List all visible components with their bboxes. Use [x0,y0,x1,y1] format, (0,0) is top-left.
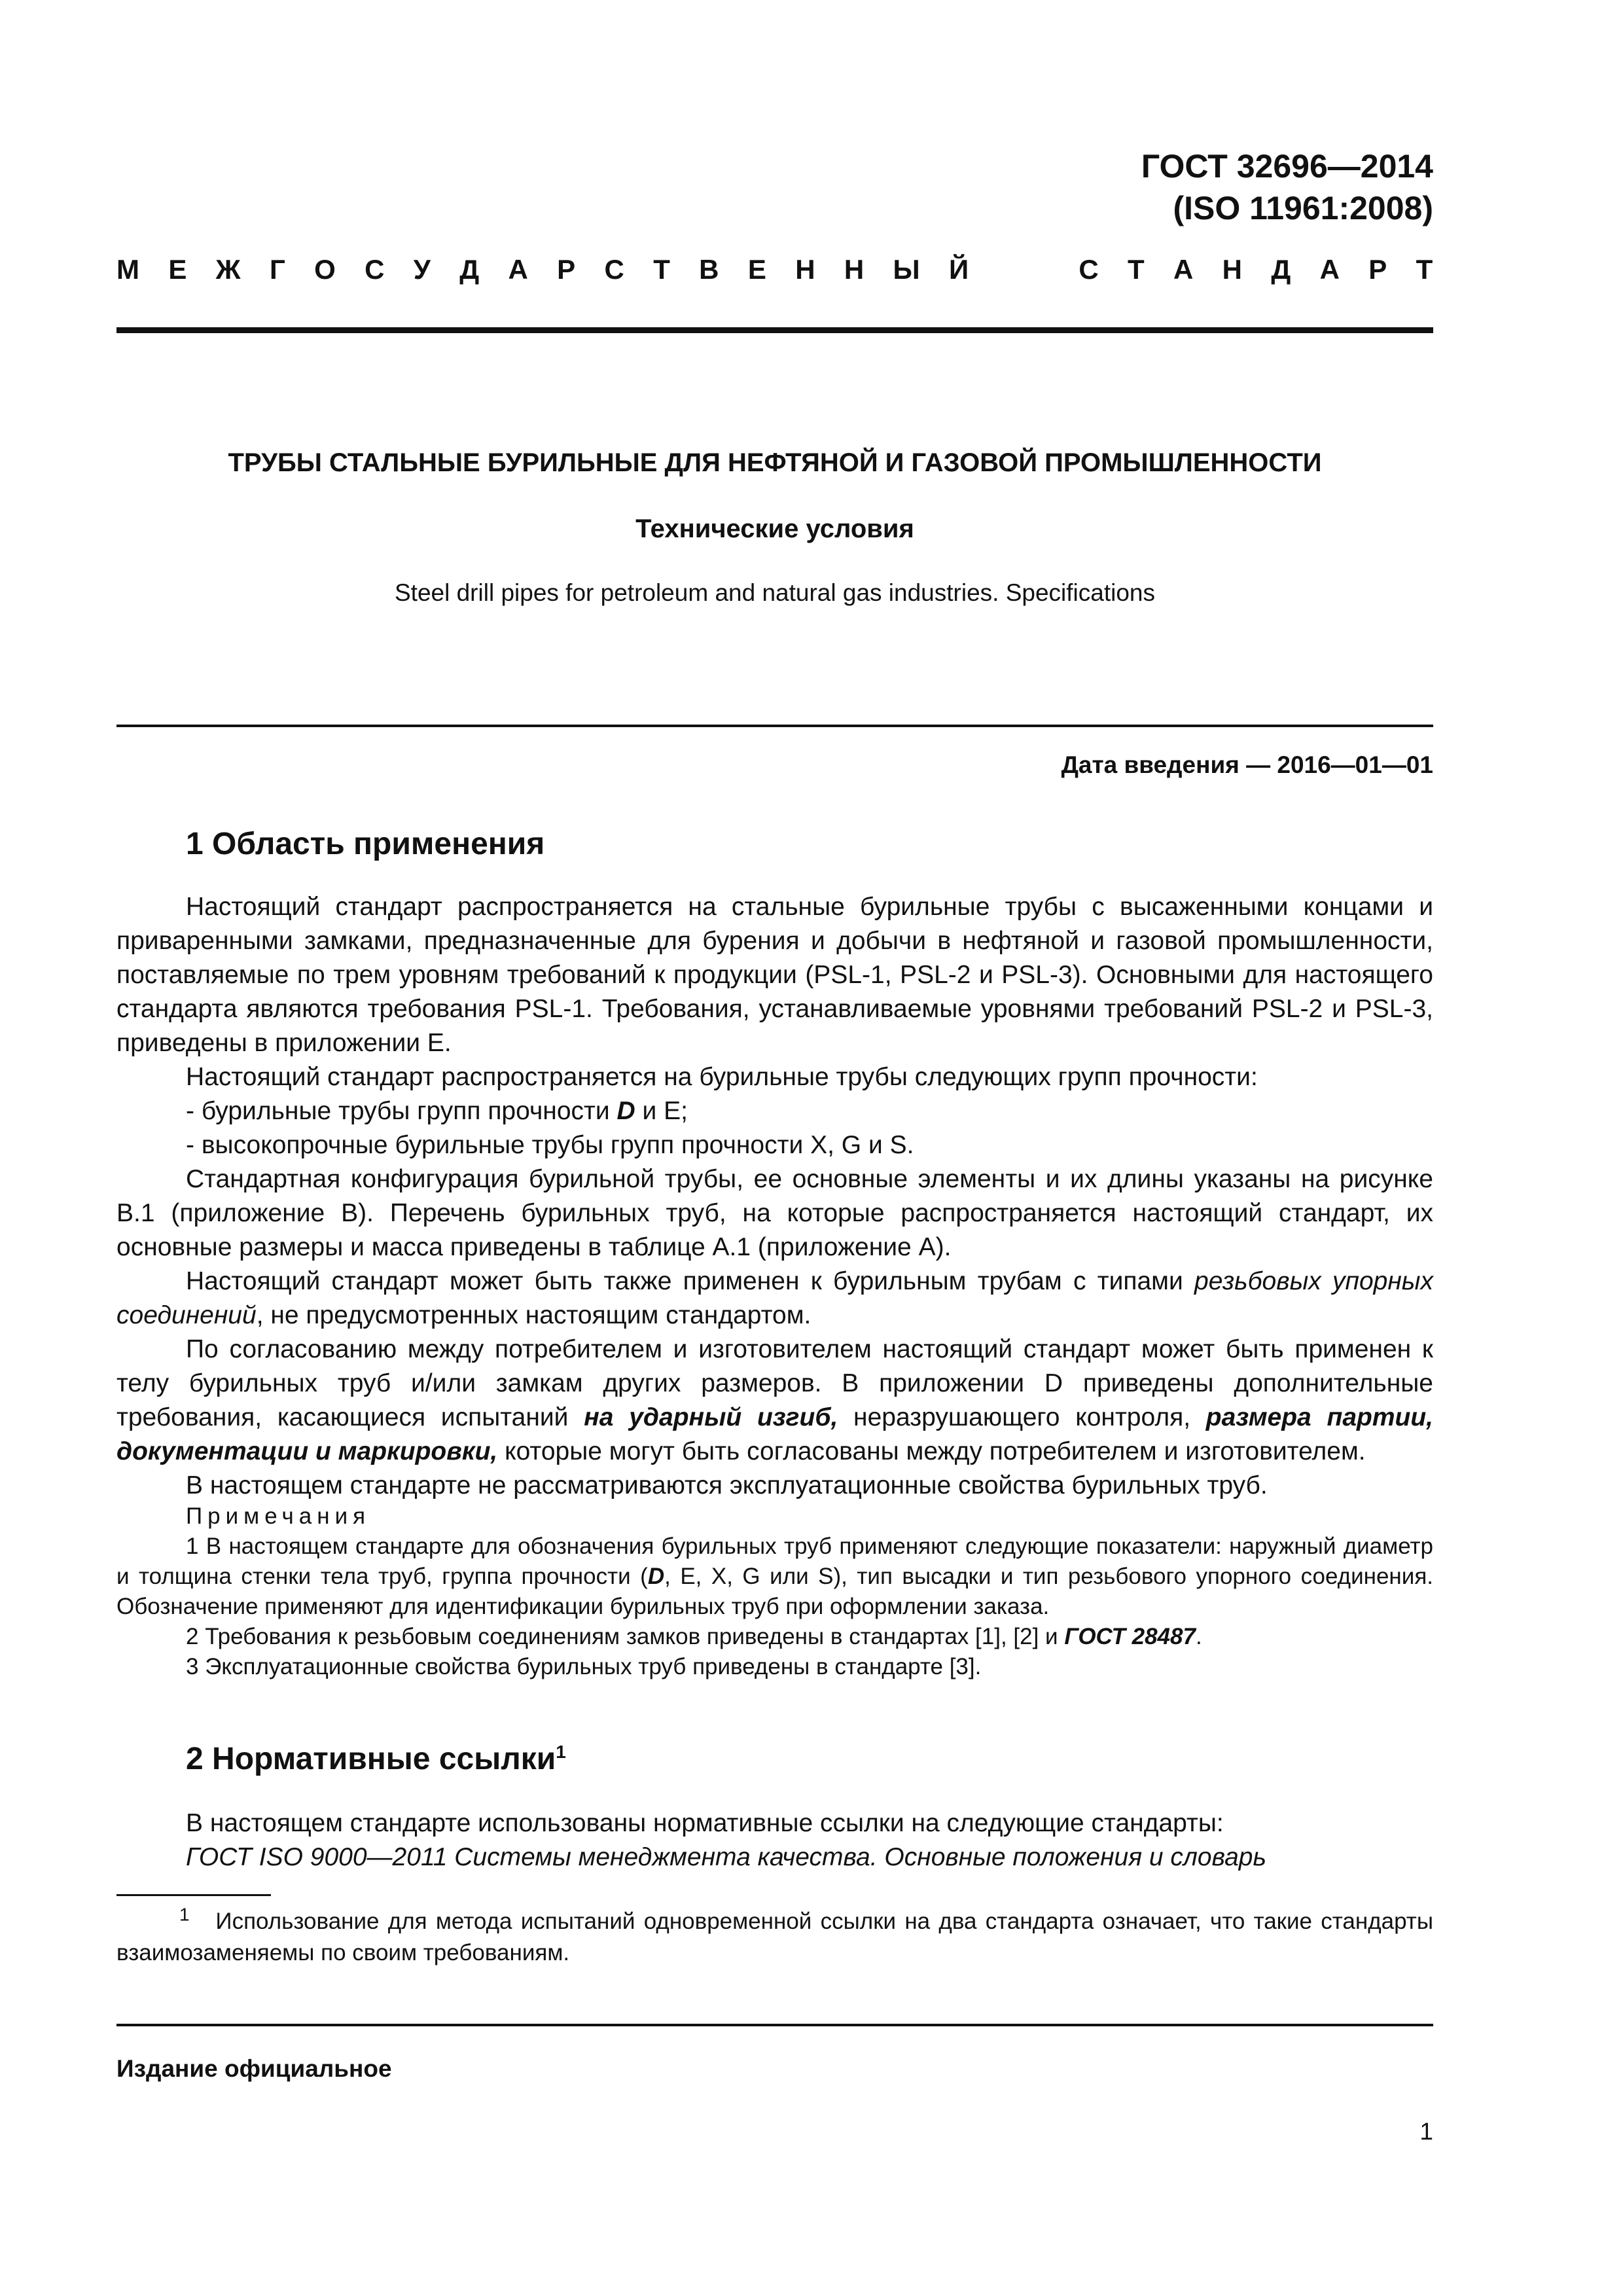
paragraph: В настоящем стандарте не рассматриваются эксплуатационные свойства бурильных труб. [186,1471,1268,1499]
section2-heading: 2 Нормативные ссылки$^1$ [186,1742,566,1776]
document-title: ТРУБЫ СТАЛЬНЫЕ БУРИЛЬНЫЕ ДЛЯ НЕФТЯНОЙ И ГАЗОВОЙ ПРОМЫШЛЕННОСТИ [228,448,1322,477]
paragraph: Настоящий стандарт распространяется на бурильные трубы следующих групп прочности: [186,1063,1258,1091]
page-number: 1 [1419,2118,1433,2145]
list-item: - высокопрочные бурильные трубы групп прочности X, G и S. [186,1131,914,1159]
reference-item: ГОСТ ISO 9000—2011 Системы менеджмента качества. Основные положения и словарь [186,1843,1266,1871]
heading-letter: Г [269,254,286,285]
word-gap [998,254,1050,285]
heading-letter: Т [1128,254,1145,285]
footnote [116,1906,1433,1969]
heading-letter: Е [747,254,767,285]
heading-letter: Е [168,254,187,285]
heading-letter: Т [1416,254,1433,285]
heading-letter: Н [844,254,865,285]
footnote-text: Использование для метода испытаний одновременной ссылки на два стандарта означает, что такие стандарты взаимозаменяемы по своим требованиям. [116,1909,1433,1965]
note: 3 Эксплуатационные свойства бурильных труб приведены в стандарте [3]. [186,1654,982,1679]
heading-letter: Р [1368,254,1387,285]
document-subtitle: Технические условия [635,514,914,543]
heading-letter: С [1079,254,1099,285]
footnote-ref: 1 [556,1742,566,1762]
section1-heading: 1 Область применения [186,827,545,861]
document-code [1141,145,1433,229]
heading-letter: С [365,254,385,285]
iso-number: (ISO 11961:2008) [1173,190,1433,226]
paragraph: Настоящий стандарт может быть также применен к бурильным трубам с типами резьбовых упорных соединений, не предусмотренных настоящим стандартом. [116,1267,1433,1329]
footer-rule [116,2024,1433,2026]
document-title-english: Steel drill pipes for petroleum and natural gas industries. Specifications [394,579,1155,606]
heading-letter: Н [1222,254,1243,285]
heading-letter: А [1173,254,1194,285]
heading-letter: В [699,254,720,285]
footnote-rule [116,1894,271,1896]
paragraph: Настоящий стандарт распространяется на стальные бурильные трубы с высаженными концами и приваренными замками, предназначенные для бурения и добычи в нефтяной и газовой промышленности, поставляемые по трем уровням требований к продукции (PSL-1, PSL-2 и PSL-3). Основными для настоящего стандарта являются требования PSL-1. Требования, устанавливаемые уровнями требований PSL-2 и PSL-3, приведены в приложении Е. [116,893,1433,1057]
title-rule [116,725,1433,727]
section2-body [116,1806,1433,1874]
heading-letter: Д [459,254,480,285]
note: 1 В настоящем стандарте для обозначения бурильных труб применяют следующие показатели: наружный диаметр и толщина стенки тела труб, группа прочности (D, Е, X, G или S), тип высадки и тип резьбового упорного соединения. Обозначение применяют для идентификации бурильных труб при оформлении заказа. [116,1534,1433,1619]
heading-letter: Ы [893,254,921,285]
note: 2 Требования к резьбовым соединениям замков приведены в стандартах [1], [2] и ГОСТ 28487. [186,1624,1202,1649]
section1-notes [116,1501,1433,1682]
edition-label: Издание официальное [116,2055,392,2082]
heading-letter: А [1319,254,1340,285]
section1-body [116,890,1433,1503]
heading-letter: А [508,254,529,285]
heading-letter: Т [653,254,671,285]
heading-letter: Д [1271,254,1291,285]
list-item: - бурильные трубы групп прочности D и Е; [186,1097,688,1125]
notes-heading: Примечания [186,1503,371,1529]
heading-letter: Н [795,254,816,285]
footnote-number: 1 [179,1904,190,1925]
paragraph: Стандартная конфигурация бурильной трубы, ее основные элементы и их длины указаны на рисунке В.1 (приложение В). Перечень бурильных труб, на которые распространяется настоящий стандарт, их основные размеры и масса приведены в таблице А.1 (приложение А). [116,1165,1433,1261]
heading-letter: О [314,254,336,285]
heading-letter: У [413,254,431,285]
heading-letter: М [116,254,140,285]
standard-type-heading [116,254,1433,285]
heading-letter: Ж [215,254,241,285]
header-rule [116,327,1433,333]
gost-number: ГОСТ 32696—2014 [1141,148,1433,185]
heading-letter: Р [557,254,576,285]
heading-letter: Й [948,254,969,285]
paragraph: В настоящем стандарте использованы нормативные ссылки на следующие стандарты: [186,1809,1224,1837]
heading-letter: С [604,254,625,285]
introduction-date: Дата введения — 2016—01—01 [1061,751,1433,778]
paragraph: По согласованию между потребителем и изготовителем настоящий стандарт может быть применен к телу бурильных труб и/или замкам других размеров. В приложении D приведены дополнительные требования, касающиеся испытаний на ударный изгиб, неразрушающего контроля, размера партии, документации и маркировки, которые могут быть согласованы между потребителем и изготовителем. [116,1335,1433,1465]
